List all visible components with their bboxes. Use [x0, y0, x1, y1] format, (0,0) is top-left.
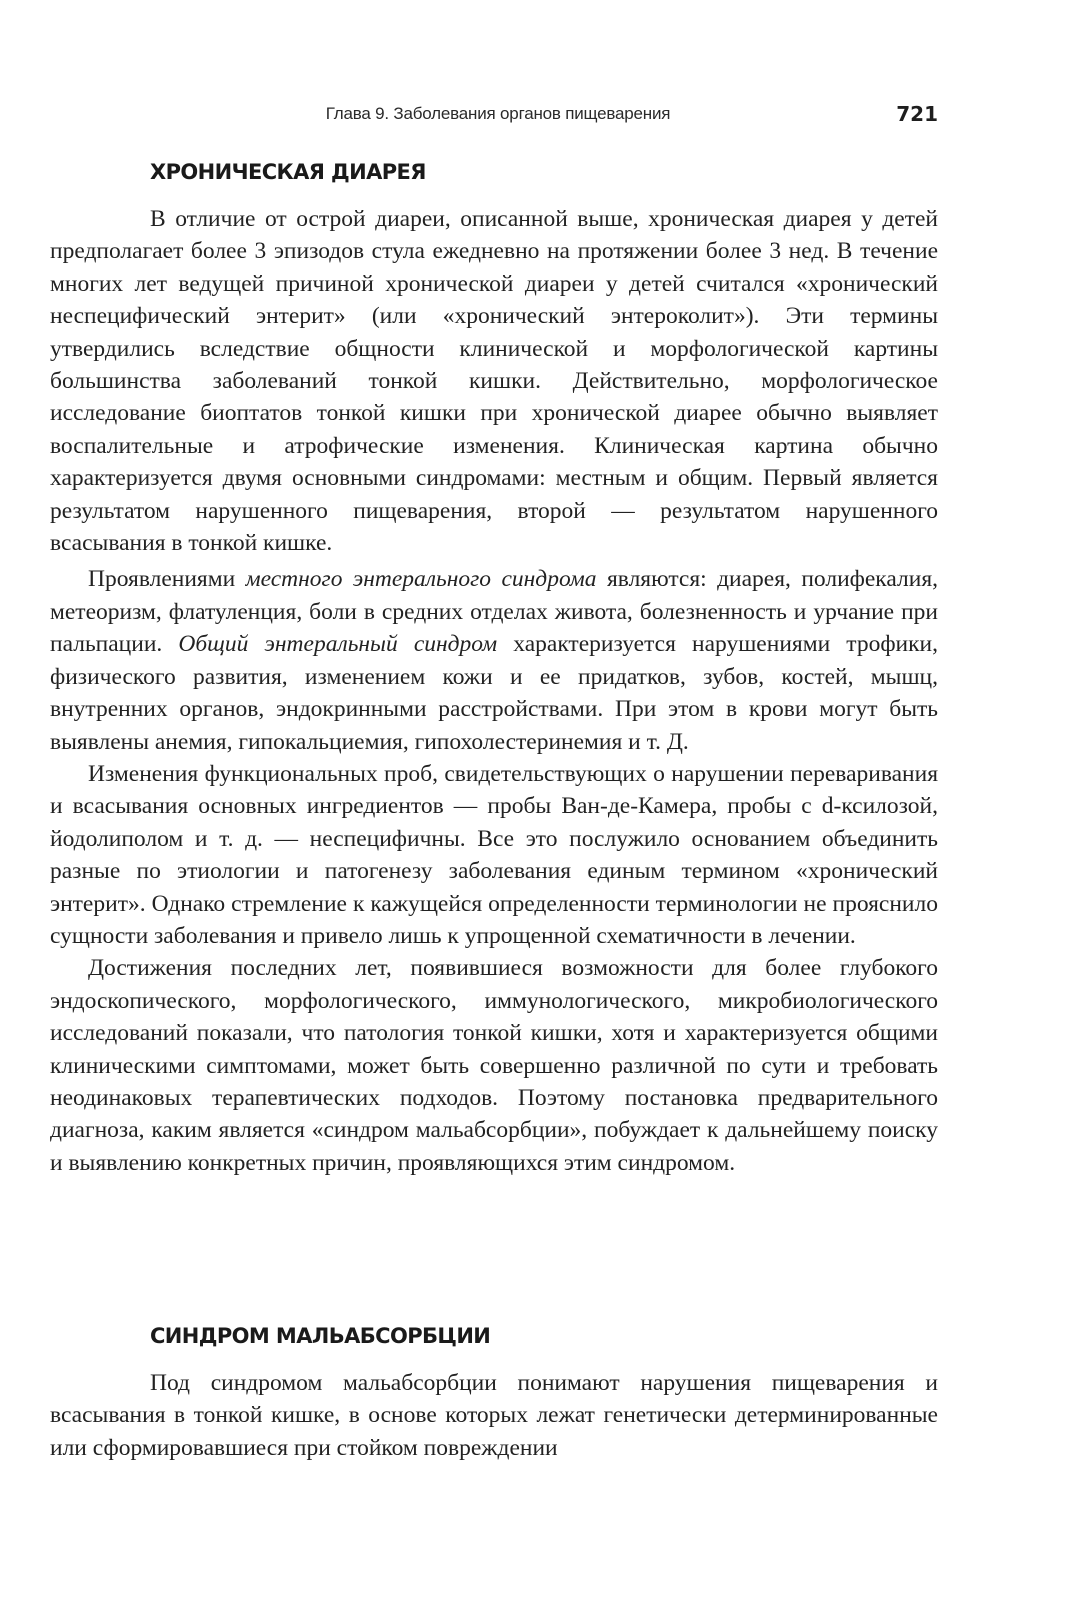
paragraph-2-italic-general-syndrome: Общий энтеральный синдром — [178, 631, 498, 658]
paragraph-2 — [50, 563, 938, 757]
section-body-chronic-diarrhea — [50, 203, 938, 1179]
running-head — [58, 104, 938, 134]
section-body-malabsorption — [50, 1367, 938, 1464]
section-heading-malabsorption: СИНДРОМ МАЛЬАБСОРБЦИИ — [150, 1324, 491, 1348]
paragraph-4: Достижения последних лет, появившиеся возможности для более глубокого эндоскопического, морфологического, иммунологического, микробиологического исследований показали, что патология тонкой кишки, хотя и характеризуется общими клиническими симптомами, может быть совершенно различной по сути и требовать неодинаковых терапевтических подходов. Поэтому постановка предварительного диагноза, каким является «синдром мальабсорбции», побуждает к дальнейшему поиску и выявлению конкретных причин, проявляющихся этим синдромом. — [50, 955, 938, 1176]
paragraph-1: В отличие от острой диареи, описанной выше, хроническая диарея у детей предполагает более 3 эпизодов стула ежедневно на протяжении более 3 нед. В течение многих лет ведущей причиной хронической диареи у детей считался «хронический неспецифический энтерит» (или «хронический энтероколит»). Эти термины утвердились вследствие общности клинической и морфологической картины большинства заболеваний тонкой кишки. Действительно, морфологическое исследование биоптатов тонкой кишки при хронической диарее обычно выявляет воспалительные и атрофические изменения. Клиническая картина обычно характеризуется двумя основными синдромами: местным и общим. Первый является результатом нарушенного пищеварения, второй — результатом нарушенного всасывания в тонкой кишке. — [50, 206, 938, 557]
section-heading-chronic-diarrhea: ХРОНИЧЕСКАЯ ДИАРЕЯ — [150, 160, 426, 184]
running-head-title: Глава 9. Заболевания органов пищеварения — [325, 104, 671, 123]
paragraph-2-text-2: являются: диарея, полифекалия, метеоризм, флатуленция, боли в средних отделах живота, болезненность и урчание при пальпации. — [50, 566, 938, 658]
paragraph-3: Изменения функциональных проб, свидетельствующих о нарушении переваривания и всасывания основных ингредиентов — пробы Ван-де-Камера, пробы с d-ксилозой, йодолиполом и т. д. — неспецифичны. Все это послужило основанием объединить разные по этиологии и патогенезу заболевания единым термином «хронический энтерит». Однако стремление к кажущейся определенности терминологии не прояснило сущности заболевания и привело лишь к упрощенной схематичности в лечении. — [50, 760, 938, 949]
paragraph-2-text-3: характеризуется нарушениями трофики, физического развития, изменением кожи и ее придатков, зубов, костей, мышц, внутренних органов, эндокринными расстройствами. При этом в крови могут быть выявлены анемия, гипокальциемия, гипохолестеринемия и т. Д. — [50, 631, 938, 755]
paragraph-2-text-1: Проявлениями — [88, 566, 246, 593]
paragraph-2-italic-local-syndrome: местного энтерального синдрома — [245, 566, 597, 593]
page-number: 721 — [896, 102, 938, 126]
paragraph-5: Под синдромом мальабсорбции понимают нарушения пищеварения и всасывания в тонкой кишке, в основе которых лежат генетически детерминированные или сформировавшиеся при стойком повреждении — [50, 1370, 938, 1461]
